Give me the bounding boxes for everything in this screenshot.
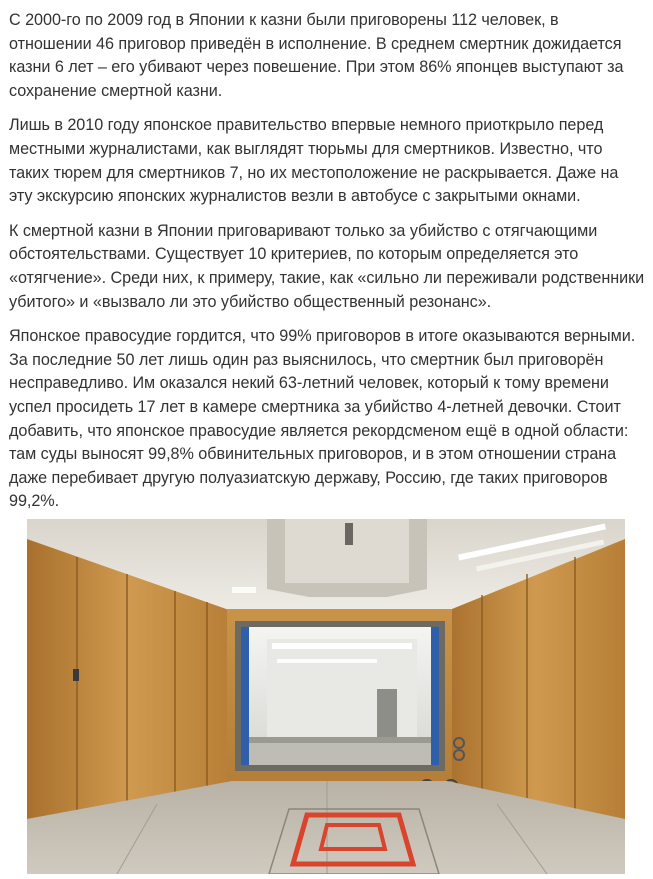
inner-room-railing	[241, 737, 439, 743]
inner-room-floor	[241, 741, 439, 765]
ceiling-fixture	[345, 523, 353, 545]
article-body	[9, 9, 645, 525]
inner-room-light	[277, 659, 377, 663]
article-paragraph: Японское правосудие гордится, что 99% приговоров в итоге оказываются верными. За последние 50 лет лишь один раз выяснилось, что смертник был приговорён несправедливо. Им оказался некий 63-летний человек, который к тому времени успел просидеть 17 лет в камере смертника за убийство 4-летней девочки. Стоит добавить, что японское правосудие является рекордсменом ещё в одной области: там суды выносят 99,8% обвинительных приговоров, и в этом отношении страна даже перебивает другую полуазиатскую державу, Россию, где таких приговоров 99,2%.	[9, 327, 636, 511]
execution-room-illustration	[27, 519, 625, 874]
wall-switch	[73, 669, 79, 681]
inner-room-light	[272, 643, 412, 649]
inner-room-door	[377, 689, 397, 737]
left-blue-curtain	[241, 627, 249, 765]
article-paragraph: С 2000-го по 2009 год в Японии к казни были приговорены 112 человек, в отношении 46 приговор приведён в исполнение. В среднем смертник дожидается казни 6 лет – его убивают через повешение. При этом 86% японцев выступают за сохранение смертной казни.	[9, 11, 624, 100]
article-paragraph: Лишь в 2010 году японское правительство впервые немного приоткрыло перед местными журналистами, как выглядят тюрьмы для смертников. Известно, что таких тюрем для смертников 7, но их местоположение не раскрывается. Даже на эту экскурсию японских журналистов везли в автобусе с закрытыми окнами.	[9, 116, 619, 206]
execution-room-photo	[27, 519, 625, 874]
ceiling-light	[232, 587, 256, 593]
right-blue-curtain	[431, 627, 439, 765]
article-paragraph: К смертной казни в Японии приговаривают только за убийство с отягчающими обстоятельствами. Существует 10 критериев, по которым определяется это «отягчение». Среди них, к примеру, такие, как «сильно ли переживали родственники убитого» и «вызвало ли это убийство общественный резонанс».	[9, 221, 645, 311]
